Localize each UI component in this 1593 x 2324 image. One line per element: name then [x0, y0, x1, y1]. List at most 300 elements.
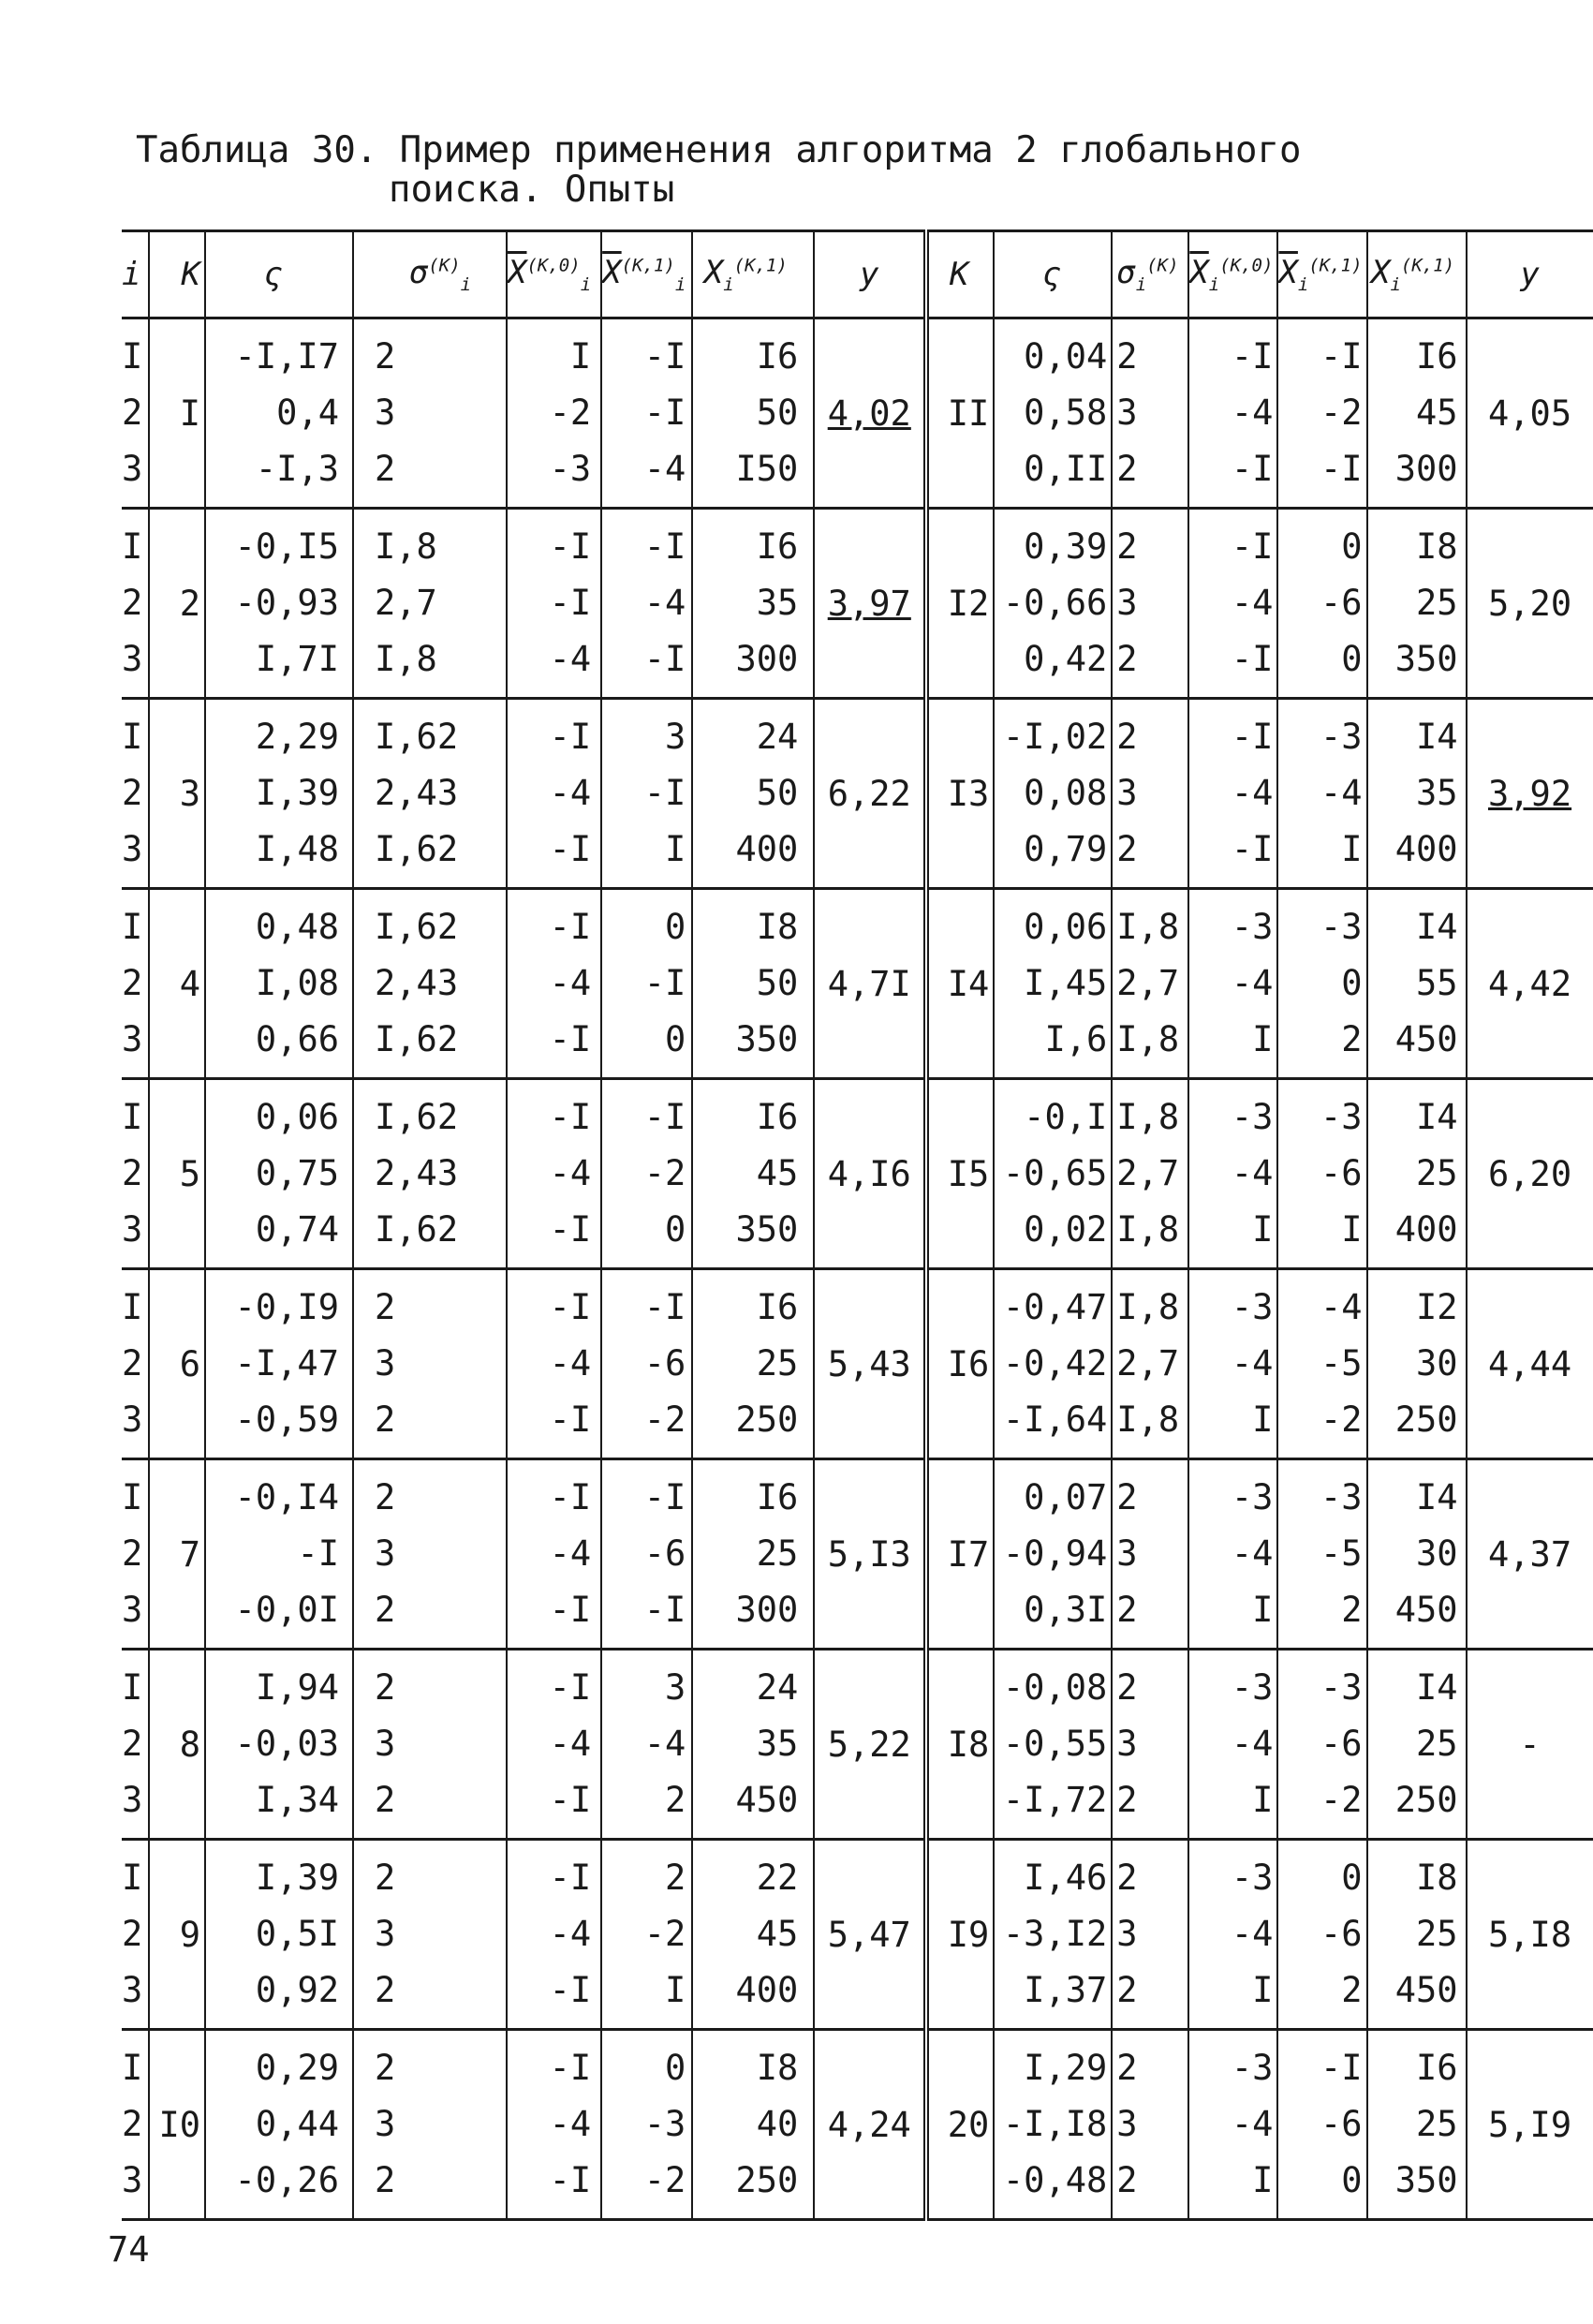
cell-value: -4	[549, 639, 592, 679]
cell-value: 2	[122, 773, 143, 813]
cell-x	[692, 318, 814, 509]
cell-value: 3	[1116, 1724, 1138, 1764]
cell-i	[122, 1650, 149, 1840]
cell-value: 2	[1116, 336, 1138, 377]
cell-rho	[205, 1459, 353, 1650]
cell-x12	[1277, 1840, 1366, 2030]
cell-y	[814, 1459, 926, 1650]
cell-x	[692, 1459, 814, 1650]
cell-value: -4	[549, 1533, 592, 1574]
cell-x1	[601, 1650, 692, 1840]
cell-y2	[1467, 509, 1593, 699]
cell-value: 0	[1341, 526, 1363, 567]
cell-value: I	[569, 336, 592, 377]
cell-x1	[601, 509, 692, 699]
cell-rho2	[994, 1269, 1112, 1459]
cell-x12	[1277, 889, 1366, 1079]
cell-sigma2	[1112, 1269, 1188, 1459]
cell-value: -0,I9	[234, 1287, 339, 1327]
cell-y2	[1467, 2030, 1593, 2220]
cell-value: 35	[756, 583, 799, 623]
cell-value: 0,08	[1024, 773, 1108, 813]
cell-k2	[926, 889, 994, 1079]
cell-value: 300	[735, 1590, 799, 1630]
cell-value: 3	[122, 639, 143, 679]
cell-k2	[926, 1079, 994, 1269]
cell-value: I2	[947, 583, 990, 624]
cell-value: 0,07	[1024, 1477, 1108, 1517]
cell-value: 2	[665, 1780, 686, 1820]
cell-value: 5	[179, 1153, 200, 1194]
cell-y2	[1467, 699, 1593, 889]
cell-value: -3	[1320, 1667, 1363, 1708]
header-x: $X_i^{(K,1)}$	[692, 231, 814, 318]
cell-value: 5,47	[827, 1914, 911, 1955]
cell-x0	[507, 1079, 601, 1269]
cell-value: I	[122, 1477, 143, 1517]
cell-y	[814, 1269, 926, 1459]
cell-value: 3	[122, 1970, 143, 2010]
cell-value: 250	[1394, 1399, 1458, 1440]
cell-value: 300	[1394, 449, 1458, 489]
cell-i	[122, 889, 149, 1079]
cell-i	[122, 1459, 149, 1650]
cell-value: I,39	[255, 773, 339, 813]
cell-value: 2	[1341, 1970, 1363, 2010]
cell-sigma	[353, 699, 507, 889]
cell-x	[692, 2030, 814, 2220]
cell-value: I7	[947, 1533, 990, 1575]
cell-value: 3	[665, 1667, 686, 1708]
cell-value: -4	[549, 1724, 592, 1764]
cell-value: -I	[549, 2160, 592, 2200]
cell-value: 2,7	[375, 583, 437, 623]
cell-value: I	[1252, 1590, 1274, 1630]
cell-x2	[1367, 318, 1467, 509]
cell-value: 2	[1116, 2048, 1138, 2088]
cell-value: 5,I3	[827, 1533, 911, 1575]
cell-i	[122, 1840, 149, 2030]
table-row	[122, 1650, 1593, 1840]
cell-rho2	[994, 2030, 1112, 2220]
cell-value: -2	[1320, 1399, 1363, 1440]
cell-value: 8	[179, 1724, 200, 1765]
cell-value: -4	[1320, 773, 1363, 813]
cell-value: 50	[756, 773, 799, 813]
cell-value: 3	[375, 392, 396, 433]
cell-value: -I	[643, 392, 686, 433]
header-rho: ς	[205, 231, 353, 318]
cell-y2	[1467, 1650, 1593, 1840]
cell-value: I	[122, 1667, 143, 1708]
cell-x0	[507, 318, 601, 509]
cell-value: I2	[1416, 1287, 1458, 1327]
cell-value: 2,7	[1116, 1343, 1180, 1384]
cell-value: 3	[122, 449, 143, 489]
cell-rho2	[994, 1079, 1112, 1269]
cell-y2	[1467, 1840, 1593, 2030]
cell-value: 2	[665, 1858, 686, 1898]
cell-value: -4	[1231, 583, 1274, 623]
cell-x02	[1188, 1459, 1277, 1650]
header-k: K	[149, 231, 205, 318]
cell-sigma2	[1112, 2030, 1188, 2220]
cell-value: -I	[549, 1287, 592, 1327]
cell-value: 0,02	[1024, 1209, 1108, 1250]
cell-value: -4	[1320, 1287, 1363, 1327]
cell-value: 0,5I	[255, 1914, 339, 1954]
cell-value: -0,48	[1002, 2160, 1108, 2200]
cell-value: 450	[1394, 1019, 1458, 1059]
cell-value: 4,7I	[827, 963, 911, 1004]
cell-rho	[205, 1269, 353, 1459]
cell-rho2	[994, 1840, 1112, 2030]
cell-k	[149, 1079, 205, 1269]
header-x-mean-0-2: $\overline{X}_i^{(K,0)}$	[1188, 231, 1277, 318]
experiments-table	[122, 229, 1593, 2221]
cell-value: 0,29	[255, 2048, 339, 2088]
cell-value: -2	[643, 1399, 686, 1440]
cell-value: I	[1252, 1970, 1274, 2010]
cell-value: 2	[375, 1970, 396, 2010]
cell-value: I5	[947, 1153, 990, 1194]
cell-value: -3	[1231, 1667, 1274, 1708]
cell-value: 2,7	[1116, 1153, 1180, 1193]
cell-value: I,8	[375, 526, 437, 567]
cell-value: 45	[1416, 392, 1458, 433]
table-row	[122, 1269, 1593, 1459]
cell-value: 3	[375, 1914, 396, 1954]
cell-value: -4	[549, 1914, 592, 1954]
cell-value: 6	[179, 1343, 200, 1384]
table-row	[122, 1079, 1593, 1269]
cell-value: -4	[549, 773, 592, 813]
cell-value: -I	[549, 526, 592, 567]
cell-x12	[1277, 1459, 1366, 1650]
cell-value: -2	[643, 1153, 686, 1193]
cell-value: I4	[1416, 1667, 1458, 1708]
cell-value: 3,92	[1488, 773, 1572, 814]
cell-k2	[926, 2030, 994, 2220]
cell-value: -0,26	[234, 2160, 339, 2200]
cell-value: 0,66	[255, 1019, 339, 1059]
cell-value: 4,I6	[827, 1153, 911, 1194]
cell-value: -6	[1320, 1153, 1363, 1193]
cell-value: 3,97	[827, 583, 911, 624]
header-x-2: $X_i^{(K,1)}$	[1367, 231, 1467, 318]
cell-value: 3	[375, 2104, 396, 2144]
cell-value: I4	[1416, 717, 1458, 757]
cell-value: I4	[947, 963, 990, 1004]
cell-value: I	[122, 717, 143, 757]
cell-value: I,29	[1024, 2048, 1108, 2088]
cell-value: I,62	[375, 907, 459, 947]
cell-value: -3	[643, 2104, 686, 2144]
cell-value: 6,22	[827, 773, 911, 814]
cell-value: 2	[122, 2104, 143, 2144]
cell-value: 2	[122, 1343, 143, 1384]
cell-value: I6	[756, 526, 799, 567]
cell-value: 400	[1394, 1209, 1458, 1250]
cell-value: -I	[549, 1858, 592, 1898]
cell-value: -I	[1320, 2048, 1363, 2088]
cell-x	[692, 699, 814, 889]
cell-sigma	[353, 1840, 507, 2030]
cell-value: -4	[1231, 2104, 1274, 2144]
cell-value: 25	[1416, 2104, 1458, 2144]
cell-x	[692, 1840, 814, 2030]
cell-i	[122, 1079, 149, 1269]
cell-value: -4	[1231, 392, 1274, 433]
cell-rho2	[994, 1459, 1112, 1650]
cell-value: 0	[1341, 2160, 1363, 2200]
cell-x02	[1188, 1840, 1277, 2030]
cell-value: I	[1252, 1399, 1274, 1440]
table-row	[122, 2030, 1593, 2220]
cell-value: 4,02	[827, 392, 911, 434]
cell-value: -6	[643, 1533, 686, 1574]
cell-sigma2	[1112, 699, 1188, 889]
cell-value: I,46	[1024, 1858, 1108, 1898]
cell-value: I,8	[1116, 1097, 1180, 1137]
cell-value: -I	[549, 717, 592, 757]
cell-value: 2	[375, 449, 396, 489]
cell-x0	[507, 2030, 601, 2220]
cell-value: -I	[549, 1970, 592, 2010]
cell-rho	[205, 509, 353, 699]
cell-x0	[507, 1459, 601, 1650]
cell-rho	[205, 1650, 353, 1840]
cell-value: 0,06	[1024, 907, 1108, 947]
cell-value: 2	[1116, 1858, 1138, 1898]
cell-value: I	[1341, 829, 1363, 869]
cell-value: -2	[1320, 1780, 1363, 1820]
cell-value: 3	[179, 773, 200, 814]
cell-value: I,62	[375, 1019, 459, 1059]
cell-value: 2	[122, 1153, 143, 1193]
cell-value: -I	[643, 336, 686, 377]
cell-value: -4	[1231, 1343, 1274, 1384]
cell-k	[149, 2030, 205, 2220]
cell-value: -I	[549, 829, 592, 869]
cell-value: I8	[947, 1724, 990, 1765]
cell-value: 350	[1394, 2160, 1458, 2200]
cell-x02	[1188, 509, 1277, 699]
cell-value: -I	[643, 1097, 686, 1137]
cell-value: 5,I9	[1488, 2104, 1572, 2145]
cell-value: -I	[643, 526, 686, 567]
cell-value: 3	[375, 1343, 396, 1384]
cell-value: -I	[643, 773, 686, 813]
cell-k	[149, 509, 205, 699]
cell-sigma2	[1112, 509, 1188, 699]
cell-value: -4	[1231, 1533, 1274, 1574]
cell-value: 45	[756, 1914, 799, 1954]
cell-value: 2	[122, 1724, 143, 1764]
cell-value: 2	[375, 1590, 396, 1630]
cell-value: 5,I8	[1488, 1914, 1572, 1955]
cell-value: 2	[1116, 1477, 1138, 1517]
cell-value: I,39	[255, 1858, 339, 1898]
cell-value: 25	[1416, 1153, 1458, 1193]
cell-y	[814, 1650, 926, 1840]
cell-value: 400	[735, 829, 799, 869]
table-row	[122, 1840, 1593, 2030]
cell-k2	[926, 1459, 994, 1650]
cell-value: 2	[1341, 1019, 1363, 1059]
cell-k	[149, 1459, 205, 1650]
cell-value: -3	[549, 449, 592, 489]
cell-value: 2,43	[375, 963, 459, 1003]
cell-x02	[1188, 1269, 1277, 1459]
cell-value: -I	[549, 1667, 592, 1708]
cell-value: I,8	[1116, 1209, 1180, 1250]
cell-sigma2	[1112, 1079, 1188, 1269]
cell-x02	[1188, 318, 1277, 509]
cell-x	[692, 889, 814, 1079]
cell-value: -I	[549, 1477, 592, 1517]
cell-value: 5,20	[1488, 583, 1572, 624]
cell-x1	[601, 2030, 692, 2220]
header-y: y	[814, 231, 926, 318]
cell-x12	[1277, 2030, 1366, 2220]
cell-value: -I,64	[1002, 1399, 1108, 1440]
cell-value: 2	[1116, 1970, 1138, 2010]
cell-x2	[1367, 1840, 1467, 2030]
cell-value: -0,94	[1002, 1533, 1108, 1574]
cell-value: 2	[1116, 1590, 1138, 1630]
cell-value: I,62	[375, 1097, 459, 1137]
cell-value: 0,74	[255, 1209, 339, 1250]
cell-value: -I,47	[234, 1343, 339, 1384]
table-title	[136, 131, 1301, 210]
cell-value: -0,47	[1002, 1287, 1108, 1327]
cell-value: -4	[1231, 1914, 1274, 1954]
cell-value: 0	[1341, 1858, 1363, 1898]
cell-value: -I	[1231, 449, 1274, 489]
cell-value: 0,4	[276, 392, 339, 433]
cell-x1	[601, 699, 692, 889]
cell-value: I	[1252, 2160, 1274, 2200]
cell-value: -0,0I	[234, 1590, 339, 1630]
cell-value: I8	[756, 2048, 799, 2088]
cell-value: -6	[1320, 1724, 1363, 1764]
cell-value: 3	[122, 1019, 143, 1059]
cell-value: -3,I2	[1002, 1914, 1108, 1954]
cell-value: -I	[643, 1477, 686, 1517]
cell-value: -I	[549, 1209, 592, 1250]
cell-value: -3	[1231, 1477, 1274, 1517]
cell-value: 2	[375, 1858, 396, 1898]
cell-value: I,08	[255, 963, 339, 1003]
cell-value: -I	[1231, 336, 1274, 377]
cell-value: -I	[549, 1590, 592, 1630]
cell-value: 7	[179, 1533, 200, 1575]
cell-value: I50	[735, 449, 799, 489]
cell-value: I,8	[1116, 907, 1180, 947]
cell-value: 2	[1116, 526, 1138, 567]
cell-rho2	[994, 509, 1112, 699]
cell-value: 2	[122, 963, 143, 1003]
cell-value: I0	[158, 2104, 200, 2145]
cell-value: 250	[735, 1399, 799, 1440]
cell-value: -I	[1231, 639, 1274, 679]
cell-value: 6,20	[1488, 1153, 1572, 1194]
cell-rho	[205, 699, 353, 889]
cell-y	[814, 699, 926, 889]
cell-value: I	[122, 2048, 143, 2088]
cell-value: I6	[756, 1287, 799, 1327]
cell-value: 3	[122, 1590, 143, 1630]
cell-value: 3	[1116, 2104, 1138, 2144]
cell-rho2	[994, 1650, 1112, 1840]
cell-value: 3	[1116, 1914, 1138, 1954]
cell-value: I,8	[1116, 1019, 1180, 1059]
cell-value: -0,I5	[234, 526, 339, 567]
cell-value: I6	[947, 1343, 990, 1384]
cell-value: I6	[756, 1477, 799, 1517]
cell-i	[122, 509, 149, 699]
title-line-1: Таблица 30. Пример применения алгоритма 2 глобального	[136, 129, 1302, 171]
cell-value: 3	[375, 1724, 396, 1764]
cell-value: 30	[1416, 1533, 1458, 1574]
cell-value: 2,7	[1116, 963, 1180, 1003]
cell-value: 2	[1116, 639, 1138, 679]
cell-value: 250	[1394, 1780, 1458, 1820]
header-x-mean-0: $\overline{X}^{(K,0)}_i$	[507, 231, 601, 318]
cell-value: -3	[1231, 1097, 1274, 1137]
cell-value: 30	[1416, 1343, 1458, 1384]
cell-value: -2	[643, 2160, 686, 2200]
cell-value: 50	[756, 392, 799, 433]
cell-rho	[205, 2030, 353, 2220]
cell-k2	[926, 699, 994, 889]
cell-k2	[926, 1840, 994, 2030]
header-k-2: K	[926, 231, 994, 318]
cell-y	[814, 1840, 926, 2030]
cell-value: -I	[1320, 336, 1363, 377]
cell-value: 0,04	[1024, 336, 1108, 377]
cell-value: -0,59	[234, 1399, 339, 1440]
cell-value: 350	[735, 1209, 799, 1250]
cell-sigma2	[1112, 889, 1188, 1079]
cell-value: -0,66	[1002, 583, 1108, 623]
cell-value: 2	[122, 1914, 143, 1954]
cell-value: 35	[756, 1724, 799, 1764]
cell-value: 40	[756, 2104, 799, 2144]
header-sigma-2: $\sigma_i^{(K)}$	[1112, 231, 1188, 318]
cell-x12	[1277, 699, 1366, 889]
title-line-2: поиска. Опыты	[389, 169, 675, 211]
cell-value: -4	[1231, 1153, 1274, 1193]
cell-value: I6	[1416, 2048, 1458, 2088]
cell-value: 5,22	[827, 1724, 911, 1765]
cell-value: I9	[947, 1914, 990, 1955]
cell-x1	[601, 1459, 692, 1650]
cell-value: -3	[1231, 907, 1274, 947]
cell-value: -3	[1231, 1287, 1274, 1327]
cell-y	[814, 509, 926, 699]
cell-value: 2	[1116, 717, 1138, 757]
cell-value: -5	[1320, 1343, 1363, 1384]
cell-x02	[1188, 889, 1277, 1079]
cell-value: I	[122, 907, 143, 947]
cell-value: 0	[665, 1019, 686, 1059]
cell-value: I	[1252, 1209, 1274, 1250]
cell-x12	[1277, 1079, 1366, 1269]
cell-x1	[601, 1269, 692, 1459]
cell-value: I	[665, 829, 686, 869]
